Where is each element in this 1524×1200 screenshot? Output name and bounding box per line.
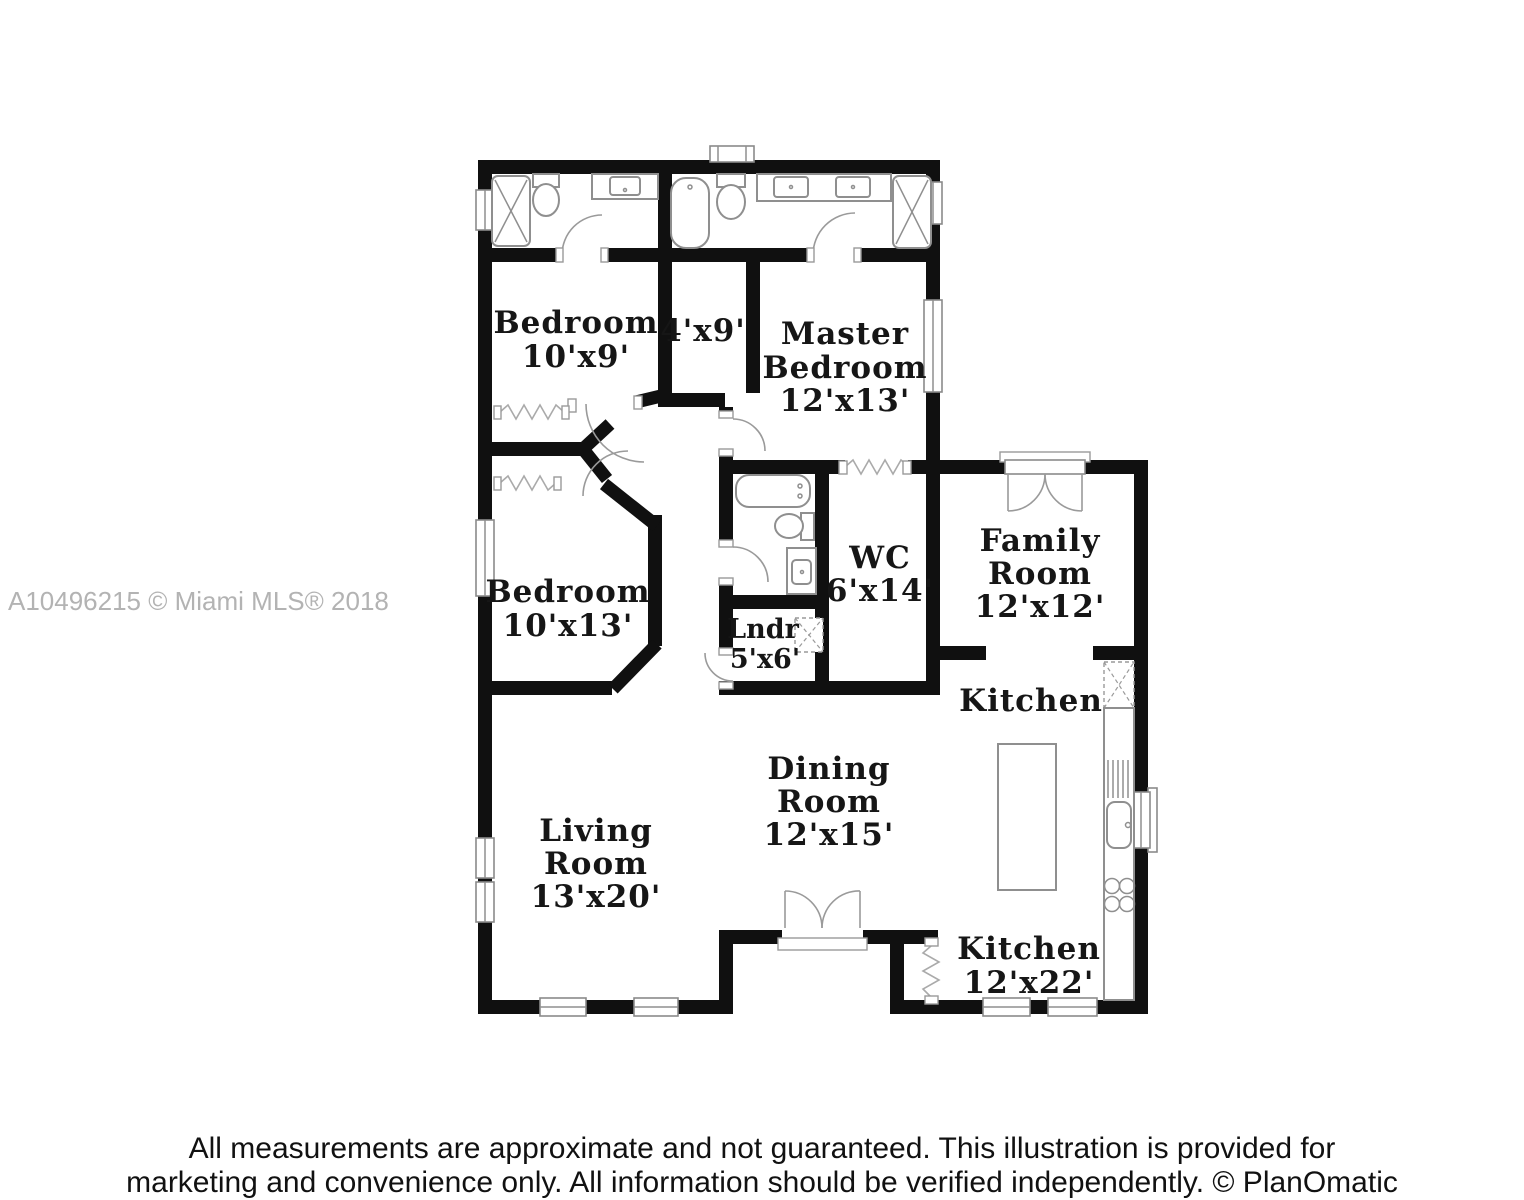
bathtub-icon: [671, 178, 709, 248]
room-label-bedroom-1: [493, 305, 658, 375]
kitchen-sink-icon: [1107, 802, 1131, 848]
room-label-living-room: [531, 813, 662, 915]
mls-watermark: A10496215 © Miami MLS® 2018: [8, 586, 389, 616]
sink-icon: [592, 174, 658, 199]
closet-rod-icon: [845, 460, 909, 474]
room-dims: 10'x13': [502, 608, 634, 644]
room-name: Bedroom: [762, 350, 928, 386]
kitchen-island: [998, 744, 1056, 890]
toilet-icon: [533, 174, 559, 216]
room-name: Master: [780, 316, 910, 352]
room-label-kitchen-upper: [959, 683, 1103, 719]
room-label-laundry: [727, 614, 800, 675]
window-icon: [634, 998, 678, 1016]
room-dims: 6'x14': [825, 573, 935, 609]
room-label-kitchen-lower: [957, 931, 1101, 1001]
room-name: WC: [849, 540, 911, 576]
room-dims: 5'x6': [729, 644, 801, 675]
room-label-dining-room: [764, 751, 895, 853]
room-name: Room: [777, 784, 881, 820]
bifold-door-icon: [923, 946, 939, 997]
room-label-family-room: [975, 523, 1106, 625]
room-dims: 4'x9': [660, 313, 746, 349]
double-vanity-icon: [757, 174, 891, 201]
room-label-bedroom-2: [485, 574, 650, 644]
closet-rod-icon: [500, 405, 564, 419]
pantry-icon: [1104, 662, 1134, 708]
room-name: Bedroom: [485, 574, 651, 610]
room-label-wc: [826, 540, 934, 609]
window-icon: [710, 146, 754, 162]
room-name: Dining: [767, 751, 891, 787]
bathtub-icon: [736, 475, 810, 507]
room-name: Kitchen: [959, 683, 1103, 719]
kitchen-counter: [1104, 708, 1134, 1000]
window-icon: [476, 838, 494, 878]
room-label-master-bedroom: [762, 316, 927, 419]
room-name: Bedroom: [493, 305, 659, 341]
room-name: Living: [539, 813, 653, 849]
room-dims: 12'x15': [763, 817, 895, 853]
closet-rod-icon: [500, 476, 556, 490]
room-dims: 13'x20': [530, 879, 662, 915]
shower-icon: [492, 176, 530, 246]
toilet-icon: [775, 513, 814, 540]
sink-icon: [787, 548, 816, 594]
footer-disclaimer: [126, 1132, 1398, 1199]
room-name: Lndr: [727, 614, 799, 645]
room-dims: 12'x12': [974, 589, 1106, 625]
toilet-icon: [717, 174, 745, 219]
shower-icon: [893, 176, 931, 248]
room-dims: 12'x13': [779, 383, 911, 419]
room-name: Kitchen: [957, 931, 1101, 967]
room-dims: 12'x22': [963, 965, 1095, 1001]
room-name: Family: [979, 523, 1101, 559]
window-icon: [1132, 788, 1157, 852]
room-name: Room: [988, 556, 1092, 592]
window-icon: [540, 998, 586, 1016]
room-labels: [485, 305, 1105, 1001]
room-dims: 10'x9': [521, 339, 631, 375]
window-icon: [476, 882, 494, 922]
room-name: Room: [544, 846, 648, 882]
room-label-hall: [660, 313, 746, 349]
footer-line-1: All measurements are approximate and not guaranteed. This illustration is provided for: [188, 1132, 1336, 1165]
footer-line-2: marketing and convenience only. All information should be verified independently. © PlanOmatic: [126, 1166, 1398, 1199]
